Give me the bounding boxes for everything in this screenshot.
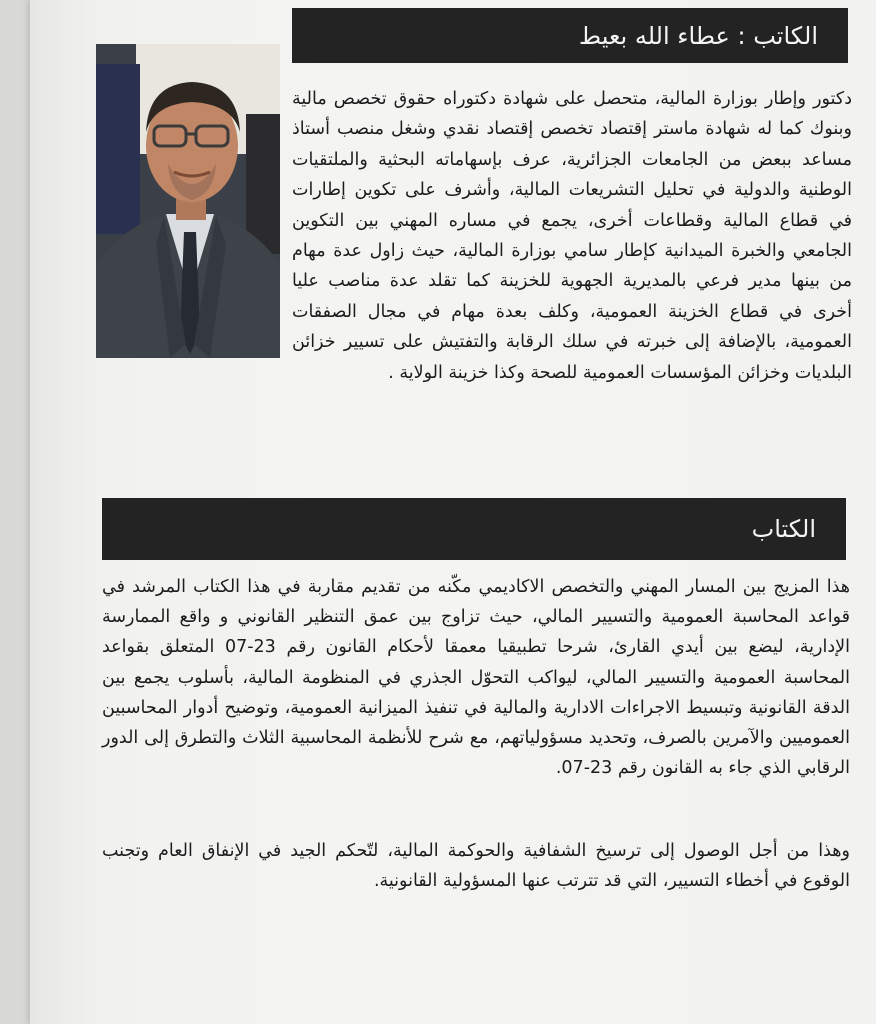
book-description-paragraph-2: وهذا من أجل الوصول إلى ترسيخ الشفافية والحوكمة المالية، لتّحكم الجيد في الإنفاق العام وتجنب الوقوع في أخطاء التسيير، التي قد تترتب عنها المسؤولية القانونية. bbox=[102, 841, 850, 892]
author-heading: الكاتب : عطاء الله بعيط bbox=[578, 21, 818, 50]
author-bio: دكتور وإطار بوزارة المالية، متحصل على شهادة دكتوراه حقوق تخصص مالية وبنوك كما له شهادة ماستر إقتصاد تخصص إقتصاد نقدي وشغل منصب أستاذ مساعد ببعض من الجامعات الجزائرية، عرف بإسهاماته البحثية والملتقيات الوطنية والدولية في تحليل التشريعات المالية، وأشرف على تكوين إطارات في قطاع المالية وقطاعات أخرى، يجمع في مساره المهني بين التكوين الجامعي والخبرة الميدانية كإطار سامي بوزارة المالية، حيث زاول عدة مهام من بينها مدير فرعي بالمديرية الجهوية للخزينة كما تقلد عدة مناصب عليا أخرى في قطاع الخزينة العمومية، وكلف بعدة مهام في مجال الصفقات العمومية، بالإضافة إلى خبرته في سلك الرقابة والتفتيش على تسيير خزائن البلديات وخزائن المؤسسات العمومية للصحة وكذا خزينة الولاية . bbox=[292, 89, 852, 383]
author-heading-bar bbox=[292, 8, 848, 63]
book-back-cover bbox=[30, 0, 876, 1024]
book-description-paragraph-1: هذا المزيج بين المسار المهني والتخصص الاكاديمي مكّنه من تقديم مقاربة في هذا الكتاب المرشد في قواعد المحاسبة العمومية والتسيير المالي، حيث تزاوج بين عمق التنظير القانوني و واقع الممارسة الإدارية، ليضع بين أيدي القارئ، شرحا تطبيقيا معمقا لأحكام القانون رقم 23-07 المتعلق بقواعد المحاسبة العمومية والتسيير المالي، ليواكب التحوّل الجذري في المنظومة المالية، بأسلوب يجمع بين الدقة القانونية وتبسيط الاجراءات الادارية والمالية في تنفيذ الميزانية العمومية، وتوضيح أدوار المحاسبين العموميين والآمرين بالصرف، وتحديد مسؤولياتهم، مع شرح للأنظمة المحاسبية الثلاث والتطرق إلى الدور الرقابي الذي جاء به القانون رقم 23-07. bbox=[102, 577, 850, 779]
author-photo bbox=[96, 44, 280, 358]
book-heading-bar bbox=[102, 498, 846, 560]
book-heading: الكتاب bbox=[751, 515, 816, 543]
